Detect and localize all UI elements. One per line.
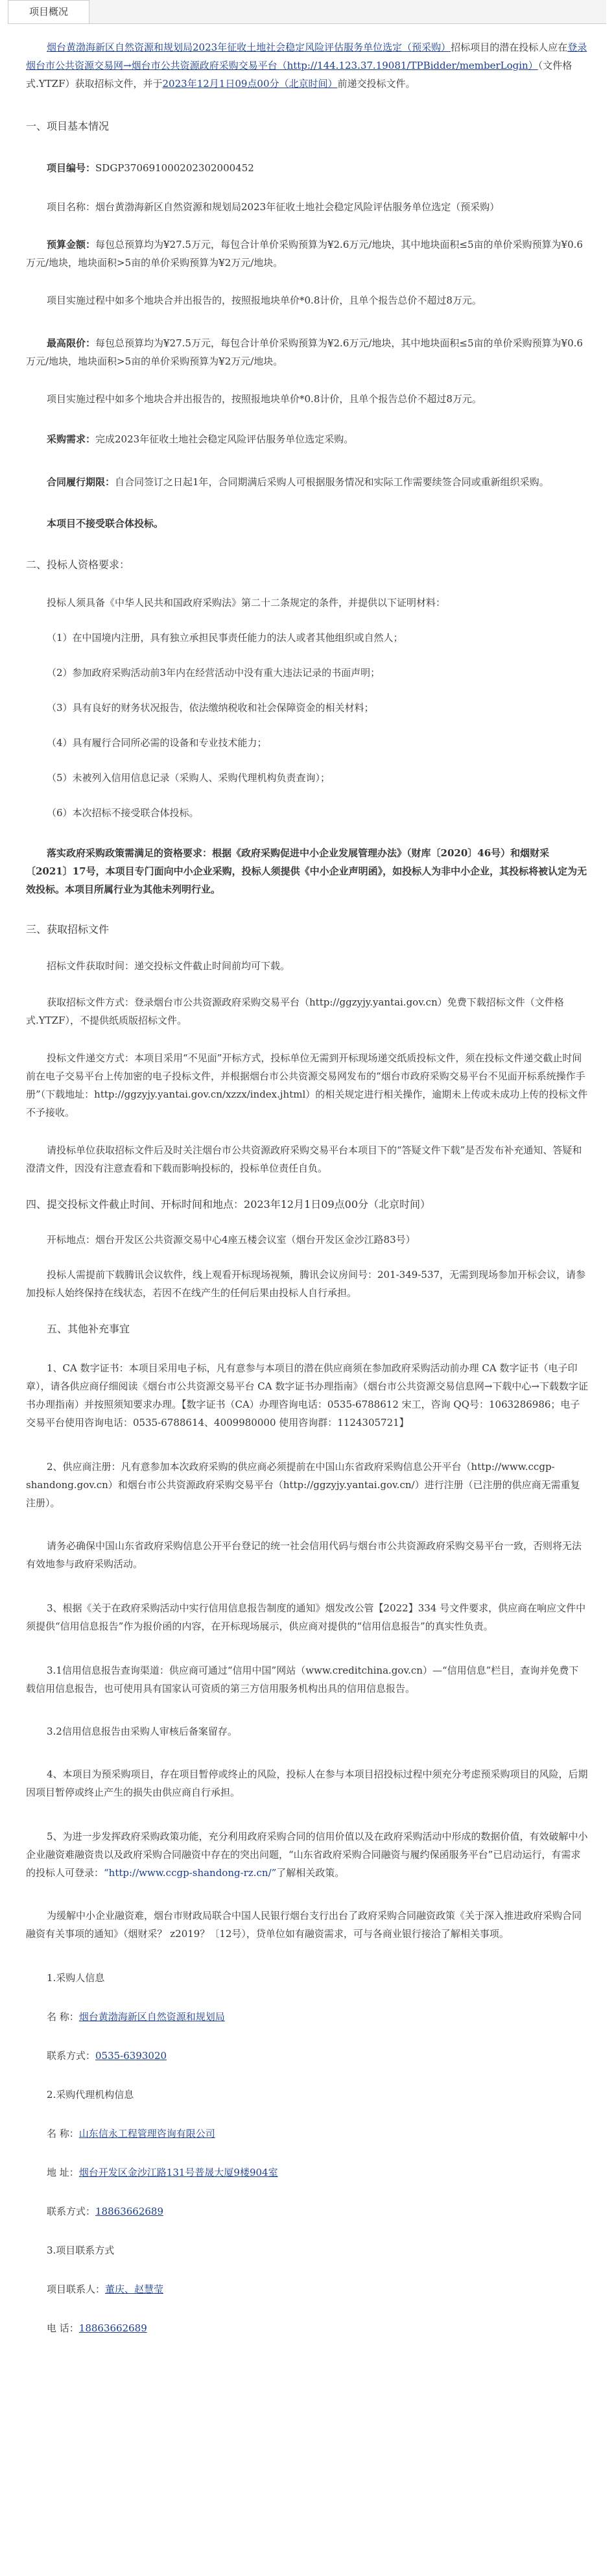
project-contact-person xyxy=(26,2280,588,2298)
agency-phone xyxy=(26,2202,588,2221)
supplier-registration-note: 2、供应商注册：凡有意参加本次政府采购的供应商必须提前在中国山东省政府采购信息公开平台（http://www.ccgp-shandong.gov.cn）和烟台市公共资源政府采购交易平台（http://ggzyjy.yantai.gov.cn/）进行注册（已注册的供应商无需重复注册）。 xyxy=(26,1461,580,1509)
agency-name-value: 山东信永工程管理咨询有限公司 xyxy=(78,2128,215,2139)
qualification-item: （6）本次招标不接受联合体投标。 xyxy=(47,807,199,819)
section-5-title: 五、其他补充事宜 xyxy=(47,1323,130,1335)
doc-submit-method: 投标文件递交方式：本项目采用“不见面”开标方式，投标单位无需到开标现场递交纸质投标文件，须在投标文件递交截止时间前在电子交易平台上传加密的电子投标文件，并根据烟台市公共资源交易网发布的“烟台市政府采购交易平台不见面开标系统操作手册”（下载地址：http://ggzyjy.yantai.gov.cn/xzzx/index.jhtml）的相关规定进行相关操作，逾期未上传或未成功上传的投标文件不予接收。 xyxy=(26,1052,588,1118)
tab-header xyxy=(8,0,606,24)
section-4-title-text: 四、提交投标文件截止时间、开标时间和地点： xyxy=(26,1198,244,1210)
project-name-value: 烟台黄渤海新区自然资源和规划局2023年征收土地社会稳定风险评估服务单位选定（预采购） xyxy=(95,201,500,213)
intro-text: 招标项目的潜在投标人应在 xyxy=(451,42,568,53)
doc-obtain-method: 获取招标文件方式：登录烟台市公共资源政府采购交易平台（http://ggzyjy.yantai.gov.cn）免费下载招标文件（文件格式.YTZF），不提供纸质版招标文件。 xyxy=(26,996,564,1026)
local-financing-policy: 为缓解中小企业融资难，烟台市财政局联合中国人民银行烟台支行出台了政府采购合同融资政策《关于深入推进政府采购合同融资有关事项的通知》（烟财采？ z2019？〔12号），贷单位如有融资需求，可与各商业银行接洽了解相关事项。 xyxy=(26,1910,582,1940)
financing-platform-link[interactable]: “http://www.ccgp-shandong-rz.cn/” xyxy=(104,1867,277,1879)
qualification-intro: 投标人须具备《中华人民共和国政府采购法》第二十二条规定的条件，并提供以下证明材料： xyxy=(47,597,446,608)
qualification-item: （3）具有良好的财务状况报告，依法缴纳税收和社会保障资金的相关材料； xyxy=(47,702,374,714)
project-code-label: 项目编号： xyxy=(47,162,96,174)
tab-project-overview[interactable]: 项目概况 xyxy=(8,0,89,23)
project-code xyxy=(26,159,588,177)
announcement-content xyxy=(0,38,614,2337)
budget-value: 每包总预算均为¥27.5万元，每包合计单价采购预算为¥2.6万元/地块，其中地块面积≤5亩的单价采购预算为¥0.6万元/地块，地块面积>5亩的单价采购预算为¥2万元/地块。 xyxy=(26,239,583,269)
project-name-label: 项目名称： xyxy=(47,201,96,213)
agency-title: 2.采购代理机构信息 xyxy=(47,2089,134,2101)
intro-text-3: 前递交投标文件。 xyxy=(337,78,416,90)
purchaser-phone-value: 0535-6393020 xyxy=(95,2050,167,2062)
budget-label: 预算金额： xyxy=(47,239,96,250)
purchaser-name xyxy=(26,2008,588,2026)
section-3-title: 三、获取招标文件 xyxy=(26,923,110,935)
contract-term xyxy=(26,473,588,491)
contact-section xyxy=(26,1969,588,2337)
financing-text: 5、为进一步发挥政府采购政策功能，充分利用政府采购合同的信用价值以及在政府采购活动中形成的数据价值，有效破解中小企业融资难融资贵以及政府采购合同融资中存在的突出问题，“山东省政府采购合同融资与履约保函服务平台”已启动运行，有需求的投标人可登录： xyxy=(26,1831,588,1879)
credit-report-archive: 3.2信用信息报告由采购人审核后备案留存。 xyxy=(47,1726,237,1737)
max-price-note: 项目实施过程中如多个地块合并出报告的，按照报地块单价*0.8计价，且单个报告总价不超过8万元。 xyxy=(47,393,482,405)
qualification-item: （5）未被列入信用信息记录（采购人、采购代理机构负责查询）； xyxy=(47,772,331,784)
qualification-item: （2）参加政府采购活动前3年内在经营活动中没有重大违法记录的书面声明； xyxy=(47,667,381,679)
project-contact-title: 3.项目联系方式 xyxy=(47,2245,115,2256)
purchaser-name-label: 名 称： xyxy=(47,2011,79,2023)
qualification-item: （1）在中国境内注册，具有独立承担民事责任能力的法人或者其他组织或自然人； xyxy=(47,632,403,644)
project-contact-tel xyxy=(26,2319,588,2337)
max-price xyxy=(26,334,588,370)
qualification-list xyxy=(26,629,588,822)
submission-deadline: 2023年12月1日09点00分（北京时间） xyxy=(244,1198,431,1210)
credit-report-note: 3、根据《关于在政府采购活动中实行信用信息报告制度的通知》烟发改公管【2022】334 号文件要求，供应商在响应文件中须提供“信用信息报告”作为报价函的内容，在开标现场展示，供应商对提供的“信用信息报告”的真实性负责。 xyxy=(26,1602,586,1632)
credit-report-channel: 3.1信用信息报告查询渠道：供应商可通过“信用中国”网站（www.creditchina.gov.cn）—“信用信息”栏目，查询并免费下载信用信息报告，也可使用具有国家认可资质的第三方信用服务机构出具的信用信息报告。 xyxy=(26,1665,579,1694)
section-2-title: 二、投标人资格要求： xyxy=(26,559,130,571)
purchaser-title: 1.采购人信息 xyxy=(47,1972,105,1984)
section-1-title: 一、项目基本情况 xyxy=(26,120,110,132)
purchaser-phone xyxy=(26,2047,588,2065)
opening-place: 开标地点：烟台开发区公共资源交易中心4座五楼会议室（烟台开发区金沙江路83号） xyxy=(47,1234,416,1246)
max-price-label: 最高限价： xyxy=(47,337,96,349)
policy-requirement: 落实政府采购政策需满足的资格要求：根据《政府采购促进中小企业发展管理办法》（财库〔2020〕46号）和烟财采〔2021〕17号，本项目专门面向中小企业采购，投标人须提供《中小企业声明函》，如投标人为非中小企业，其投标将被认定为无效投标。本项目所属行业为其他未列明行业。 xyxy=(26,847,587,895)
max-price-value: 每包总预算均为¥27.5万元，每包合计单价采购预算为¥2.6万元/地块，其中地块面积≤5亩的单价采购预算为¥0.6万元/地块，地块面积>5亩的单价采购预算为¥2万元/地块。 xyxy=(26,337,583,367)
contract-term-value: 自合同签订之日起1年，合同期满后采购人可根据服务情况和实际工作需要续签合同或重新组织采购。 xyxy=(115,476,549,488)
budget-note: 项目实施过程中如多个地块合并出报告的，按照报地块单价*0.8计价，且单个报告总价不超过8万元。 xyxy=(47,295,482,306)
project-contact-tel-label: 电 话： xyxy=(47,2322,79,2334)
project-contact-person-value: 董庆、赵慧莹 xyxy=(105,2283,164,2295)
agency-name xyxy=(26,2125,588,2143)
contract-term-label: 合同履行期限： xyxy=(47,476,115,488)
budget xyxy=(26,235,588,272)
requirement xyxy=(26,430,588,448)
agency-phone-label: 联系方式： xyxy=(47,2206,96,2217)
contract-financing-note xyxy=(26,1827,588,1882)
project-contact-person-label: 项目联系人： xyxy=(47,2283,106,2295)
project-name xyxy=(26,198,588,216)
intro-deadline: 2023年12月1日09点00分（北京时间） xyxy=(162,78,338,90)
requirement-value: 完成2023年征收土地社会稳定风险评估服务单位选定采购。 xyxy=(95,433,354,445)
project-contact-tel-value: 18863662689 xyxy=(78,2322,147,2334)
agency-address-value: 烟台开发区金沙江路131号普晟大厦9楼904室 xyxy=(78,2167,278,2178)
requirement-label: 采购需求： xyxy=(47,433,96,445)
intro-text-2: （文件格式.YTZF）获取招标文件，并于 xyxy=(26,60,573,90)
agency-name-label: 名 称： xyxy=(47,2128,79,2139)
agency-address-label: 地 址： xyxy=(47,2167,79,2178)
remote-opening-note: 投标人需提前下载腾讯会议软件，线上观看开标现场视频，腾讯会议房间号：201-349-537，无需到现场参加开标会议，请参加投标人始终保持在线状态，若因不在线产生的任何后果由投标人自行承担。 xyxy=(26,1269,586,1299)
intro-paragraph xyxy=(26,38,588,93)
purchaser-phone-label: 联系方式： xyxy=(47,2050,96,2062)
registration-consistency-note: 请务必确保中国山东省政府采购信息公开平台登记的统一社会信用代码与烟台市公共资源政府采购交易平台一致，否则将无法有效地参与政府采购活动。 xyxy=(26,1540,582,1570)
pre-procurement-risk: 4、本项目为预采购项目，存在项目暂停或终止的风险，投标人在参与本项目招投标过程中须充分考虑预采购项目的风险，后期因项目暂停或终止产生的损失由供应商自行承担。 xyxy=(26,1768,588,1798)
ca-certificate-note: 1、CA 数字证书：本项目采用电子标，凡有意参与本项目的潜在供应商须在参加政府采购活动前办理 CA 数字证书（电子印章），请各供应商仔细阅读《烟台市公共资源交易平台 CA 数字证书办理指南》（烟台市公共资源交易信息网→下载中心→下载数字证书办理指南）并按照须知要求办理。【数字证书（CA）办理咨询电话：0535-6788612 宋工，咨询 QQ号：1063286986；电子交易平台使用咨询电话：0535-6788614、4009980000 使用咨询群：1124305721】 xyxy=(26,1362,588,1428)
section-4-title xyxy=(26,1196,588,1214)
project-code-value: SDGP370691000202302000452 xyxy=(95,162,254,174)
financing-text-end: 了解相关政策。 xyxy=(276,1867,345,1879)
intro-platform-link[interactable]: 登录烟台市公共资源交易网→烟台市公共资源政府采购交易平台（http://144.123.37.19081/TPBidder/memberLogin） xyxy=(26,42,587,71)
agency-phone-value: 18863662689 xyxy=(95,2206,163,2217)
no-union-note: 本项目不接受联合体投标。 xyxy=(47,518,164,529)
purchaser-name-value: 烟台黄渤海新区自然资源和规划局 xyxy=(78,2011,225,2023)
qualification-item: （4）具有履行合同所必需的设备和专业技术能力； xyxy=(47,737,267,749)
doc-obtain-time: 招标文件获取时间：递交投标文件截止时间前均可下载。 xyxy=(47,960,290,972)
agency-address xyxy=(26,2163,588,2182)
intro-project-name: 烟台黄渤海新区自然资源和规划局2023年征收土地社会稳定风险评估服务单位选定（预采购） xyxy=(47,42,451,53)
doc-remind: 请投标单位获取招标文件后及时关注烟台市公共资源政府采购交易平台本项目下的“答疑文件下载”是否发布补充通知、答疑和澄清文件，因没有注意查看和下载而影响投标的，投标单位责任自负。 xyxy=(26,1144,582,1174)
